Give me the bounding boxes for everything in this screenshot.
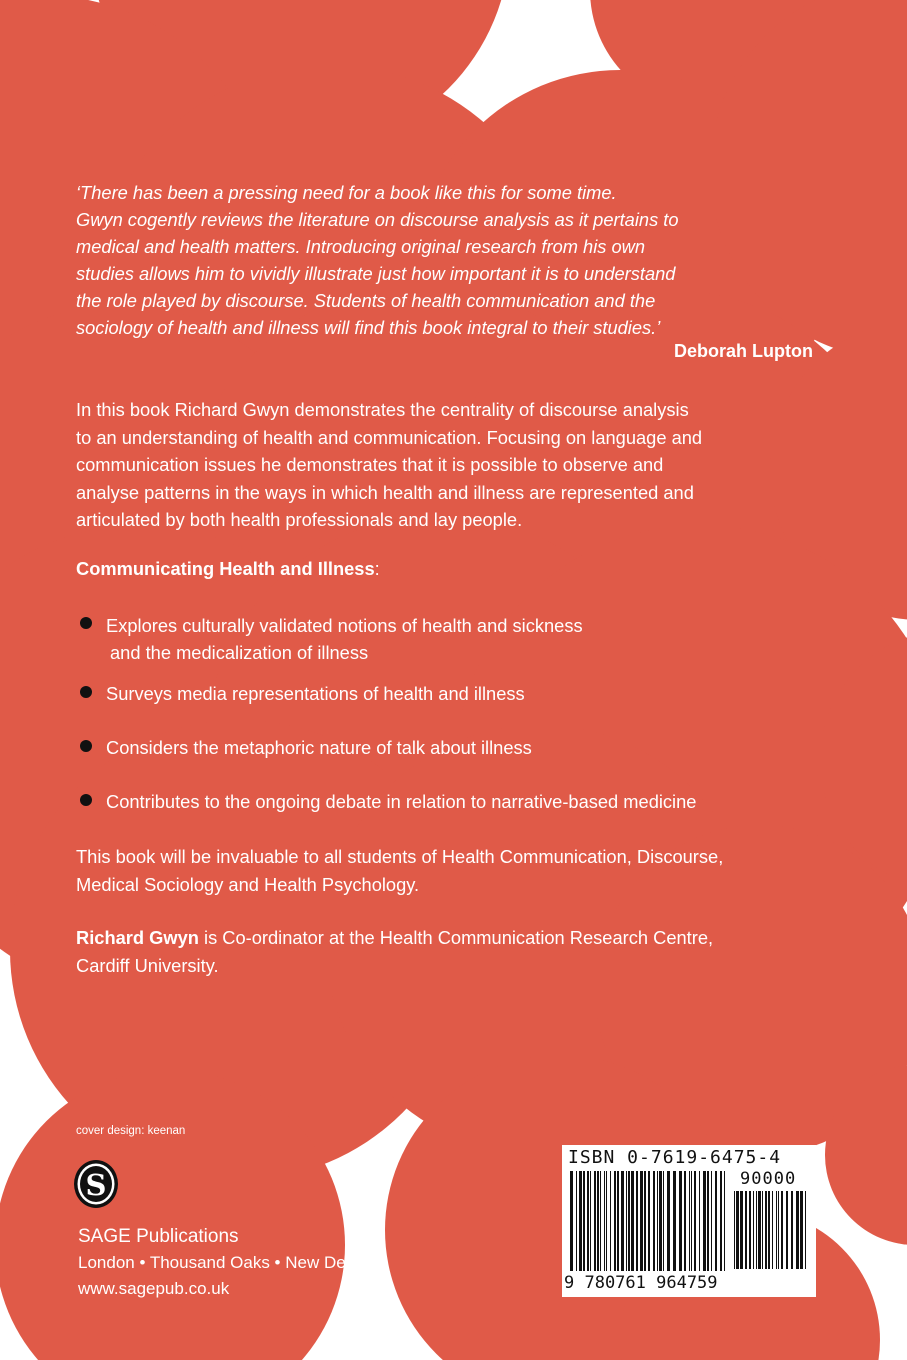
barcode-bar [753, 1191, 754, 1269]
barcode-bar [756, 1191, 757, 1269]
feature-item: Contributes to the ongoing debate in relation to narrative-based medicine [106, 791, 697, 812]
barcode-bar [711, 1171, 712, 1271]
barcode-bar [631, 1171, 634, 1271]
author-name: Richard Gwyn [76, 927, 199, 948]
intro-line: to an understanding of health and communication. Focusing on language and [76, 426, 703, 448]
barcode-bar [720, 1171, 722, 1271]
feature-item: Considers the metaphoric nature of talk about illness [106, 737, 532, 758]
quote-line: sociology of health and illness will find this book integral to their studies.’ [76, 317, 661, 338]
barcode-bar [590, 1171, 591, 1271]
bullet-icon [80, 740, 92, 752]
sage-logo-letter: S [85, 1168, 107, 1202]
barcode-bar [570, 1171, 573, 1271]
barcode-bar [600, 1171, 601, 1271]
barcode-bar [663, 1171, 664, 1271]
barcode-bar [791, 1191, 793, 1269]
barcode-bar [659, 1171, 662, 1271]
bullet-icon [80, 794, 92, 806]
barcode-bar [679, 1171, 682, 1271]
author-bio-text: is Co-ordinator at the Health Communication Research Centre, [198, 927, 714, 948]
barcode-bar [800, 1191, 803, 1269]
barcode-bar [621, 1171, 624, 1271]
quote-line: Gwyn cogently reviews the literature on discourse analysis as it pertains to [76, 209, 679, 230]
barcode-bar [707, 1171, 709, 1271]
feature-item-continuation: and the medicalization of illness [110, 642, 369, 663]
barcode-bar [734, 1191, 735, 1269]
audience-paragraph [76, 843, 836, 898]
barcode-bar [604, 1171, 605, 1271]
publisher-url: www.sagepub.co.uk [78, 1279, 230, 1298]
barcode-bar [749, 1191, 751, 1269]
barcode-bar [684, 1171, 686, 1271]
endorsement-quote [76, 179, 836, 341]
feature-item: Surveys media representations of health and illness [106, 683, 525, 704]
barcode-bar [648, 1171, 650, 1271]
barcode-bar [626, 1171, 627, 1271]
barcode-bar [614, 1171, 616, 1271]
barcode-bar [606, 1171, 607, 1271]
intro-line: communication issues he demonstrates that it is possible to observe and [76, 454, 664, 475]
sage-logo-icon [72, 1158, 120, 1210]
isbn-label: ISBN 0-7619-6475-4 [568, 1147, 782, 1168]
barcode-bar [689, 1171, 690, 1271]
quote-line: the role played by discourse. Students of health communication and the [76, 290, 656, 311]
barcode-bar [576, 1171, 577, 1271]
ean-number: 9 780761 964759 [564, 1273, 718, 1293]
barcode-bar [673, 1171, 676, 1271]
isbn-barcode [562, 1145, 816, 1297]
addon-barcode-bars [734, 1191, 810, 1295]
barcode-bar [617, 1171, 619, 1271]
barcode-bar [653, 1171, 655, 1271]
barcode-bar [772, 1191, 773, 1269]
intro-paragraph [76, 396, 836, 534]
author-bio-line: Cardiff University. [76, 954, 219, 976]
barcode-bar [636, 1171, 638, 1271]
bullet-icon [80, 686, 92, 698]
cover-design-credit: cover design: keenan [76, 1125, 186, 1137]
barcode-bar [691, 1171, 692, 1271]
quote-line: studies allows him to vividly illustrate just how important it is to understand [76, 263, 676, 284]
barcode-bars [570, 1171, 728, 1275]
publisher-cities: London • Thousand Oaks • New Delhi [78, 1253, 363, 1272]
barcode-bar [778, 1191, 779, 1269]
features-title: Communicating Health and Illness [76, 558, 375, 579]
barcode-bar [699, 1171, 700, 1271]
barcode-bar [745, 1191, 747, 1269]
barcode-bar [597, 1171, 599, 1271]
barcode-bar [644, 1171, 646, 1271]
barcode-bar [765, 1191, 767, 1269]
intro-line: analyse patterns in the ways in which health and illness are represented and [76, 481, 694, 503]
barcode-bar [776, 1191, 777, 1269]
quote-line: medical and health matters. Introducing original research from his own [76, 236, 646, 257]
features-title-suffix: : [374, 558, 380, 579]
features-heading [76, 558, 380, 580]
intro-line: In this book Richard Gwyn demonstrates the centrality of discourse analysis [76, 399, 689, 420]
barcode-bar [657, 1171, 658, 1271]
author-bio [76, 924, 836, 979]
barcode-bar [758, 1191, 761, 1269]
barcode-bar [781, 1191, 783, 1269]
barcode-bar [587, 1171, 589, 1271]
barcode-bar [594, 1171, 596, 1271]
quote-attribution: Deborah Lupton [674, 341, 813, 361]
barcode-bar [762, 1191, 763, 1269]
barcode-bar [724, 1171, 725, 1271]
bullet-icon [80, 617, 92, 629]
barcode-bar [715, 1171, 717, 1271]
barcode-bar [583, 1171, 585, 1271]
barcode-bar [610, 1171, 611, 1271]
barcode-bar [805, 1191, 806, 1269]
barcode-bar [640, 1171, 643, 1271]
barcode-bar [667, 1171, 670, 1271]
quote-line: ‘There has been a pressing need for a book like this for some time. [76, 182, 617, 203]
barcode-bar [736, 1191, 739, 1269]
barcode-bar [694, 1171, 696, 1271]
audience-line: This book will be invaluable to all students of Health Communication, Discourse, [76, 846, 724, 867]
barcode-bar [768, 1191, 770, 1269]
barcode-bar [579, 1171, 582, 1271]
barcode-bar [740, 1191, 743, 1269]
author-bio-line [76, 924, 836, 952]
intro-line: articulated by both health professionals and lay people. [76, 509, 523, 530]
price-code: 90000 [740, 1169, 797, 1189]
barcode-bar [628, 1171, 630, 1271]
publisher-name: SAGE Publications [78, 1226, 239, 1247]
barcode-bar [796, 1191, 799, 1269]
barcode-bar [786, 1191, 788, 1269]
audience-line: Medical Sociology and Health Psychology. [76, 873, 420, 895]
feature-item: Explores culturally validated notions of health and sickness [106, 615, 583, 636]
barcode-bar [703, 1171, 706, 1271]
